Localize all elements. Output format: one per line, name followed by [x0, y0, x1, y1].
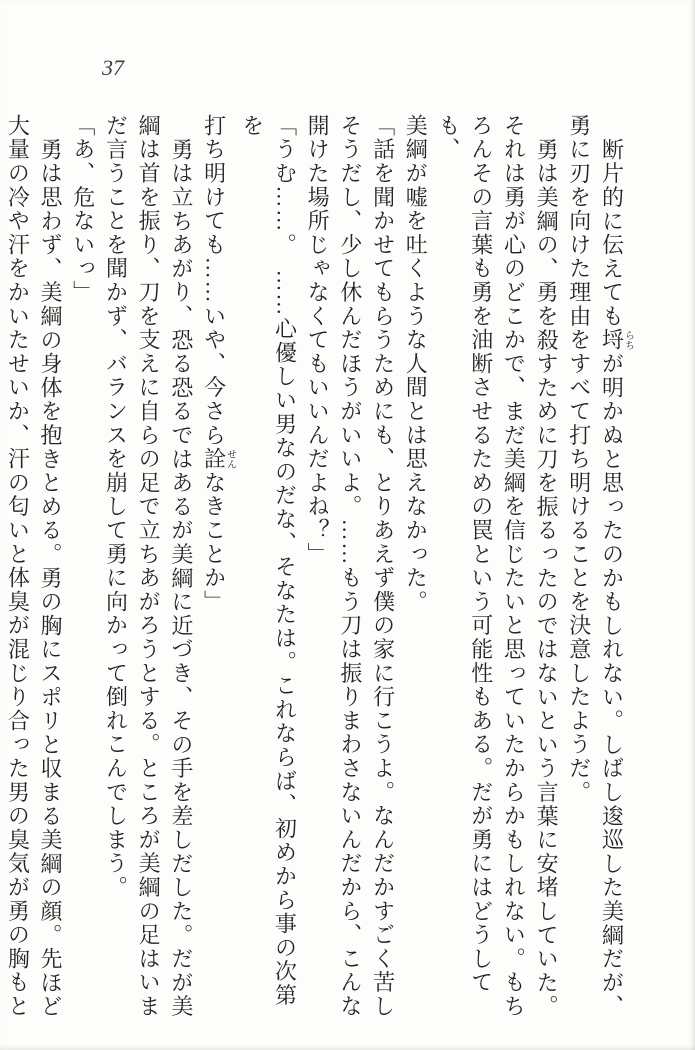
text-line: 断片的に伝えても埒らちが明かぬと思ったのかもしれない。しばし逡巡した美綱だが、: [599, 137, 634, 1019]
text-block: [1, 114, 633, 1020]
text-line: そうだし、少し休んだほうがいいよ。……もう刀は振りまわさないんだから、こんな: [337, 114, 363, 1019]
text-line: 「うむ……。 ……心優しい男なのだな、そなたは。これならば、初めから事の次第を: [239, 114, 298, 1008]
text-line: 美綱が嘘を吐くような人間とは思えなかった。: [403, 114, 429, 614]
text-line: ろんその言葉も勇を油断させるための罠という可能性もある。だが勇にはどうしても、: [435, 114, 494, 995]
text-line: 打ち明けても……いや、今さら詮せんなきことか」: [201, 114, 236, 614]
text-line: 勇は立ちあがり、恐る恐るではあるが美綱に近づき、その手を差しだした。だが美: [168, 137, 194, 1019]
text-line: 勇に刃を向けた理由をすべて打ち明けることを決意したようだ。: [566, 114, 592, 805]
text-line: 大量の冷や汗をかいたせいか、汗の匂いと体臭が混じり合った男の臭気が勇の胸もと: [5, 114, 31, 1019]
text-line: 「あ、危ないっ」: [70, 114, 96, 305]
ruby-annotated-char: 埒らち: [599, 328, 634, 353]
text-line: 綱は首を振り、刀を支えに自らの足で立ちあがろうとする。ところが美綱の足はいま: [136, 114, 162, 1019]
text-line: 「話を聞かせてもらうためにも、とりあえず僕の家に行こうよ。なんだかすごく苦し: [370, 114, 396, 1019]
ruby-annotated-char: 詮せん: [201, 447, 236, 472]
text-line: 勇は美綱の、勇を殺すために刀を振るったのではないという言葉に安堵していた。: [534, 137, 560, 1019]
text-line: 開けた場所じゃなくてもいいんだよね？」: [305, 114, 331, 567]
page-number: 37: [102, 55, 124, 80]
text-line: 勇は思わず、美綱の身体を抱きとめる。勇の胸にスポリと収まる美綱の顔。先ほど: [38, 137, 64, 1019]
text-line: だ言うことを聞かず、バランスを崩して勇に向かって倒れこんでしまう。: [103, 114, 129, 900]
text-line: それは勇が心のどこかで、まだ美綱を信じたいと思っていたからかもしれない。もち: [501, 114, 527, 1019]
